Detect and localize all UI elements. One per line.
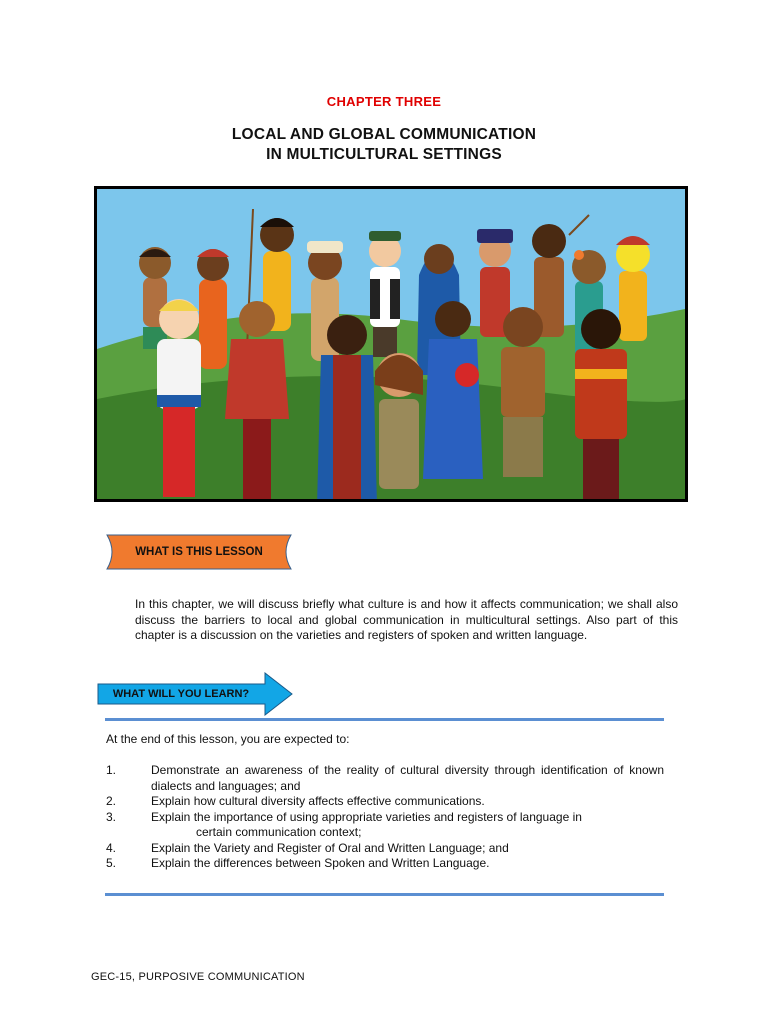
lesson-badge-label: WHAT IS THIS LESSON [135,546,263,558]
page-title [0,125,768,165]
objective-text-continuation: certain communication context; [196,825,362,839]
divider-bottom [105,893,664,896]
lesson-intro-paragraph: In this chapter, we will discuss briefly what culture is and how it affects communication; we shall also discuss the barriers to local and global communication in multicultural settings. Also part of this chapter is a discussion on the varieties and registers of spoken and written language. [135,597,678,642]
objective-item [106,794,664,810]
learn-badge-label: WHAT WILL YOU LEARN? [112,688,250,700]
objective-number: 5. [106,856,117,870]
objective-text: Explain the differences between Spoken and Written Language. [151,856,490,870]
objective-text: Explain the importance of using appropriate varieties and registers of language in [151,809,582,824]
objective-number: 4. [106,840,117,855]
objective-item [106,763,664,794]
divider-top [105,718,664,721]
multicultural-children-illustration [94,186,688,502]
objective-item [106,856,664,872]
objective-number: 3. [106,809,117,824]
objective-item [106,810,664,841]
what-is-this-lesson-badge [105,533,293,571]
objective-number: 2. [106,794,117,808]
title-line-1: LOCAL AND GLOBAL COMMUNICATION [231,126,537,143]
objective-text: Demonstrate an awareness of the reality of cultural diversity through identification of known dialects and languages; and [151,763,664,793]
objective-text: Explain the Variety and Register of Oral and Written Language; and [151,840,509,855]
objective-text: Explain how cultural diversity affects effective communications. [151,794,485,808]
expectation-intro: At the end of this lesson, you are expected to: [106,732,350,746]
learning-objectives-list [106,763,664,872]
page-footer: GEC-15, PURPOSIVE COMMUNICATION [91,971,305,983]
objective-item [106,841,664,857]
chapter-label: CHAPTER THREE [326,94,442,109]
title-line-2: IN MULTICULTURAL SETTINGS [266,146,502,163]
objective-number: 1. [106,763,117,777]
illustration-artwork [97,189,685,499]
what-will-you-learn-badge [97,672,293,716]
